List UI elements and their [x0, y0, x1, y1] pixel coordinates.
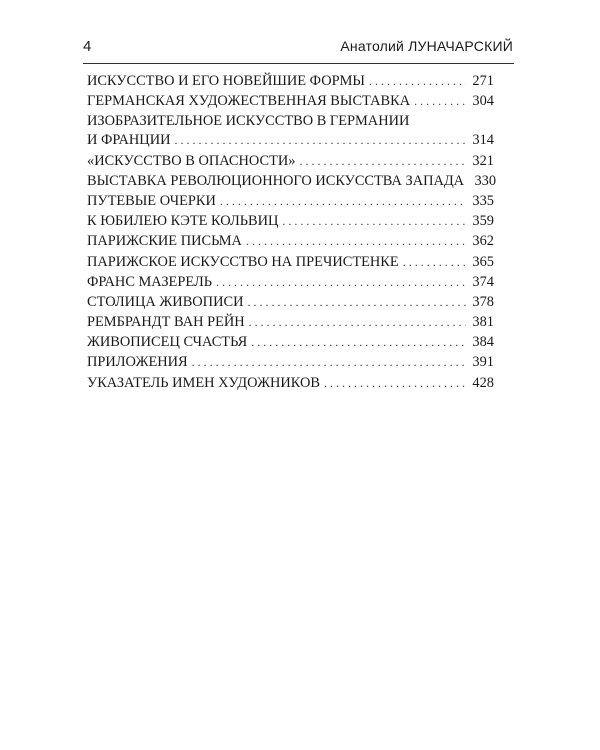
toc-entry-page: 374 [472, 273, 494, 290]
page-number: 4 [83, 38, 92, 55]
running-head-author: Анатолий ЛУНАЧАРСКИЙ [340, 38, 513, 54]
toc-entry-title: ИСКУССТВО И ЕГО НОВЕЙШИЕ ФОРМЫ [87, 73, 365, 89]
dot-leader [282, 212, 466, 231]
toc-entry-page: 365 [472, 253, 494, 270]
toc-entry-title: ГЕРМАНСКАЯ ХУДОЖЕСТВЕННАЯ ВЫСТАВКА [87, 93, 411, 110]
toc-entry [87, 152, 494, 171]
toc-entry [87, 232, 494, 251]
dot-leader [249, 313, 466, 332]
toc-entry [87, 212, 494, 231]
toc-entry-title: К ЮБИЛЕЮ КЭТЕ КОЛЬВИЦ [87, 213, 279, 230]
toc-entry [87, 333, 494, 352]
dot-leader [403, 253, 466, 272]
running-header [83, 38, 513, 60]
toc-entry [87, 92, 494, 111]
table-of-contents [87, 72, 497, 394]
toc-entry [87, 313, 494, 332]
toc-entry [87, 293, 494, 312]
toc-entry-title: ЖИВОПИСЕЦ СЧАСТЬЯ [87, 334, 248, 351]
dot-leader [251, 333, 466, 352]
toc-entry [87, 353, 494, 372]
dot-leader [247, 293, 466, 312]
toc-entry-title: ПАРИЖСКОЕ ИСКУССТВО НА ПРЕЧИСТЕНКЕ [87, 253, 399, 270]
dot-leader [216, 273, 466, 292]
toc-entry-title: СТОЛИЦА ЖИВОПИСИ [87, 293, 244, 310]
toc-entry-title-continued: И ФРАНЦИИ [87, 132, 171, 149]
toc-entry-title: ИЗОБРАЗИТЕЛЬНОЕ ИСКУССТВО В ГЕРМАНИИ [87, 113, 410, 130]
dot-leader [220, 192, 466, 211]
dot-leader [414, 92, 466, 111]
toc-entry-page: 381 [472, 314, 494, 331]
toc-entry [87, 72, 494, 91]
dot-leader [246, 232, 466, 251]
toc-entry-page: 304 [472, 93, 494, 110]
toc-entry-page: 330 [474, 172, 497, 189]
toc-entry-page: 271 [472, 73, 494, 89]
toc-entry-title: ПАРИЖСКИЕ ПИСЬМА [87, 233, 242, 250]
toc-entry-page: 335 [472, 192, 494, 209]
dot-leader [192, 353, 466, 372]
dot-leader [369, 72, 466, 91]
dot-leader [324, 374, 466, 393]
toc-entry-title: ПРИЛОЖЕНИЯ [87, 354, 188, 371]
toc-entry-title: «ИСКУССТВО В ОПАСНОСТИ» [87, 152, 296, 169]
toc-entry-title: УКАЗАТЕЛЬ ИМЕН ХУДОЖНИКОВ [87, 374, 321, 391]
toc-entry-page: 362 [472, 233, 494, 250]
toc-entry-page: 391 [472, 354, 494, 371]
toc-entry-title: ВЫСТАВКА РЕВОЛЮЦИОННОГО ИСКУССТВА ЗАПАДА [87, 172, 465, 189]
toc-entry-page: 384 [472, 334, 494, 351]
toc-entry [87, 273, 494, 292]
dot-leader [299, 152, 466, 171]
toc-entry-title: ПУТЕВЫЕ ОЧЕРКИ [87, 192, 216, 209]
toc-entry [87, 253, 494, 272]
toc-entry-page: 359 [472, 213, 494, 230]
toc-entry-page: 378 [472, 293, 494, 310]
toc-entry [87, 192, 494, 211]
toc-entry [87, 112, 494, 150]
toc-entry-page: 314 [472, 132, 494, 149]
dot-leader [174, 131, 466, 150]
toc-entry-title: ФРАНС МАЗЕРЕЛЬ [87, 273, 212, 290]
toc-entry-page: 321 [472, 152, 494, 169]
toc-entry-title: РЕМБРАНДТ ВАН РЕЙН [87, 314, 245, 331]
header-rule [83, 63, 514, 64]
toc-entry [87, 172, 497, 191]
toc-entry-page: 428 [472, 374, 494, 391]
toc-entry [87, 374, 494, 393]
